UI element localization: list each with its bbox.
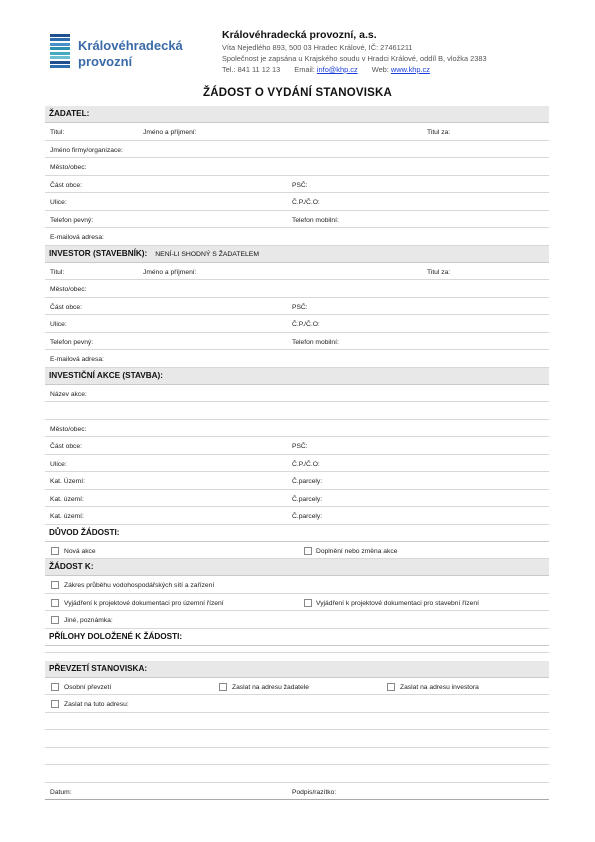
company-contacts [222,64,487,75]
form-row[interactable] [45,298,549,316]
checkbox-label: Nová akce [64,547,96,555]
field-label: Telefon mobilní: [292,216,339,224]
field-label: PSČ: [292,303,308,311]
field-label: Č.parcely: [292,495,323,503]
web-link[interactable]: www.khp.cz [390,65,430,74]
signature-row[interactable] [45,783,549,800]
application-form [45,106,549,800]
form-row[interactable] [45,141,549,159]
field-label: E-mailová adresa: [50,356,104,363]
form-row [45,678,549,696]
form-row[interactable] [45,176,549,194]
field-label: Titul za: [427,268,451,276]
checkbox-stavebni-rizeni[interactable] [304,599,312,607]
field-label: Č.parcely: [292,478,323,485]
company-registry: Společnost je zapsána u Krajského soudu v Hradci Králové, oddíl B, vložka 2383 [222,54,487,63]
checkbox-label: Zákres průběhu vodohospodářských sítí a zařízení [64,582,215,589]
section-header-prilohy: PŘÍLOHY DOLOŽENÉ K ŽÁDOSTI: [45,629,549,646]
form-row[interactable] [45,263,549,281]
checkbox-adresa-investora[interactable] [387,683,395,691]
section-note: NENÍ-LI SHODNÝ S ŽADATELEM [155,250,259,258]
field-label: Kat. území: [50,495,84,503]
checkbox-label: Vyjádření k projektové dokumentaci pro územní řízení [64,599,224,607]
field-label: Jméno firmy/organizace: [50,146,123,154]
field-label: PSČ: [292,181,308,189]
field-label: Č.P./Č.O: [292,460,320,468]
logo-bar [50,61,70,64]
logo-line-2: provozní [78,54,133,69]
form-row[interactable] [45,280,549,298]
address-line[interactable] [45,730,549,748]
field-label: Č.P./Č.O: [292,199,320,206]
form-row [45,576,549,594]
form-row [45,594,549,612]
checkbox-label: Osobní převzetí [64,683,112,691]
company-logo [50,34,200,76]
logo-bar [50,47,70,50]
logo-line-1: Královéhradecká [78,38,183,53]
checkbox-doplneni[interactable] [304,547,312,555]
section-header-zadost-k: ŽÁDOST K: [45,559,549,576]
field-label: Č.parcely: [292,513,323,520]
field-label: Část obce: [50,303,82,311]
checkbox-label: Doplnění nebo změna akce [316,547,398,555]
form-row[interactable] [45,228,549,246]
field-label: Telefon pevný: [50,216,94,224]
field-label: Jméno a příjmení: [143,129,197,136]
field-label: Ulice: [50,199,67,206]
form-row[interactable] [45,385,549,403]
web-label: Web: [371,65,389,74]
field-label: Část obce: [50,181,82,189]
logo-bar [50,43,70,46]
logo-bar [50,38,70,41]
page-title: ŽÁDOST O VYDÁNÍ STANOVISKA [203,87,392,99]
section-header-investor [45,246,549,263]
section-title: INVESTOR (STAVEBNÍK): [49,248,148,258]
email-label: Email: [294,65,315,74]
field-label: Kat. Území: [50,478,85,485]
logo-bars [50,34,70,70]
checkbox-label: Vyjádření k projektové dokumentaci pro stavební řízení [316,599,479,607]
logo-bar [50,52,70,55]
field-label: Titul za: [427,129,451,136]
checkbox-osobni-prevzeti[interactable] [51,683,59,691]
field-label: Název akce: [50,390,87,398]
section-header-zadatel: ŽADATEL: [45,106,549,123]
form-row[interactable] [45,472,549,490]
form-row[interactable] [45,333,549,351]
checkbox-zakres[interactable] [51,581,59,589]
field-label: Ulice: [50,321,67,328]
attachments-area[interactable] [45,646,549,653]
form-row [45,542,549,560]
section-header-prevzeti: PŘEVZETÍ STANOVISKA: [45,661,549,678]
form-row [45,695,549,713]
address-line[interactable] [45,748,549,765]
checkbox-label: Jiné, poznámka: [64,617,113,624]
checkbox-jine[interactable] [51,616,59,624]
field-label: Telefon mobilní: [292,338,339,346]
logo-bar [50,65,70,68]
podpis-label: Podpis/razítko: [292,788,337,796]
form-row[interactable] [45,455,549,473]
email-link[interactable]: info@khp.cz [316,65,358,74]
field-label: E-mailová adresa: [50,234,104,241]
form-row[interactable] [45,490,549,508]
form-row[interactable] [45,507,549,525]
datum-label: Datum: [50,788,72,796]
field-label: PSČ: [292,443,308,450]
field-label: Město/obec: [50,164,87,171]
logo-bar [50,56,70,59]
checkbox-label: Zaslat na adresu investora [400,683,479,691]
form-row-blank[interactable] [45,402,549,420]
company-info [222,29,487,75]
form-row[interactable] [45,350,549,368]
company-address: Víta Nejedlého 893, 500 03 Hradec Králové, IČ: 27461211 [222,43,413,52]
form-row [45,611,549,629]
field-label: Titul: [50,129,65,136]
form-row[interactable] [45,315,549,333]
section-header-akce: INVESTIČNÍ AKCE (STAVBA): [45,368,549,385]
checkbox-label: Zaslat na tuto adresu: [64,701,129,708]
company-name: Královéhradecká provozní, a.s. [222,29,377,41]
form-row[interactable] [45,420,549,438]
form-row[interactable] [45,123,549,141]
form-row[interactable] [45,437,549,455]
form-row[interactable] [45,158,549,176]
checkbox-label: Zaslat na adresu žadatele [232,683,309,691]
logo-bar [50,34,70,37]
field-label: Telefon pevný: [50,338,94,346]
field-label: Č.P./Č.O: [292,321,320,328]
field-label: Jméno a příjmení: [143,268,197,276]
checkbox-uzemni-rizeni[interactable] [51,599,59,607]
company-tel: Tel.: 841 11 12 13 [222,65,281,74]
field-label: Ulice: [50,460,67,468]
blank-line [45,765,549,783]
checkbox-nova-akce[interactable] [51,547,59,555]
checkbox-adresa-zadatele[interactable] [219,683,227,691]
section-header-duvod: DŮVOD ŽÁDOSTI: [45,525,549,542]
form-row[interactable] [45,211,549,229]
field-label: Titul: [50,268,65,276]
form-row[interactable] [45,193,549,211]
field-label: Město/obec: [50,286,87,293]
field-label: Kat. území: [50,513,84,520]
checkbox-tuto-adresu[interactable] [51,700,59,708]
field-label: Město/obec: [50,425,87,433]
address-line[interactable] [45,713,549,731]
field-label: Část obce: [50,443,82,450]
logo-text [78,38,183,70]
